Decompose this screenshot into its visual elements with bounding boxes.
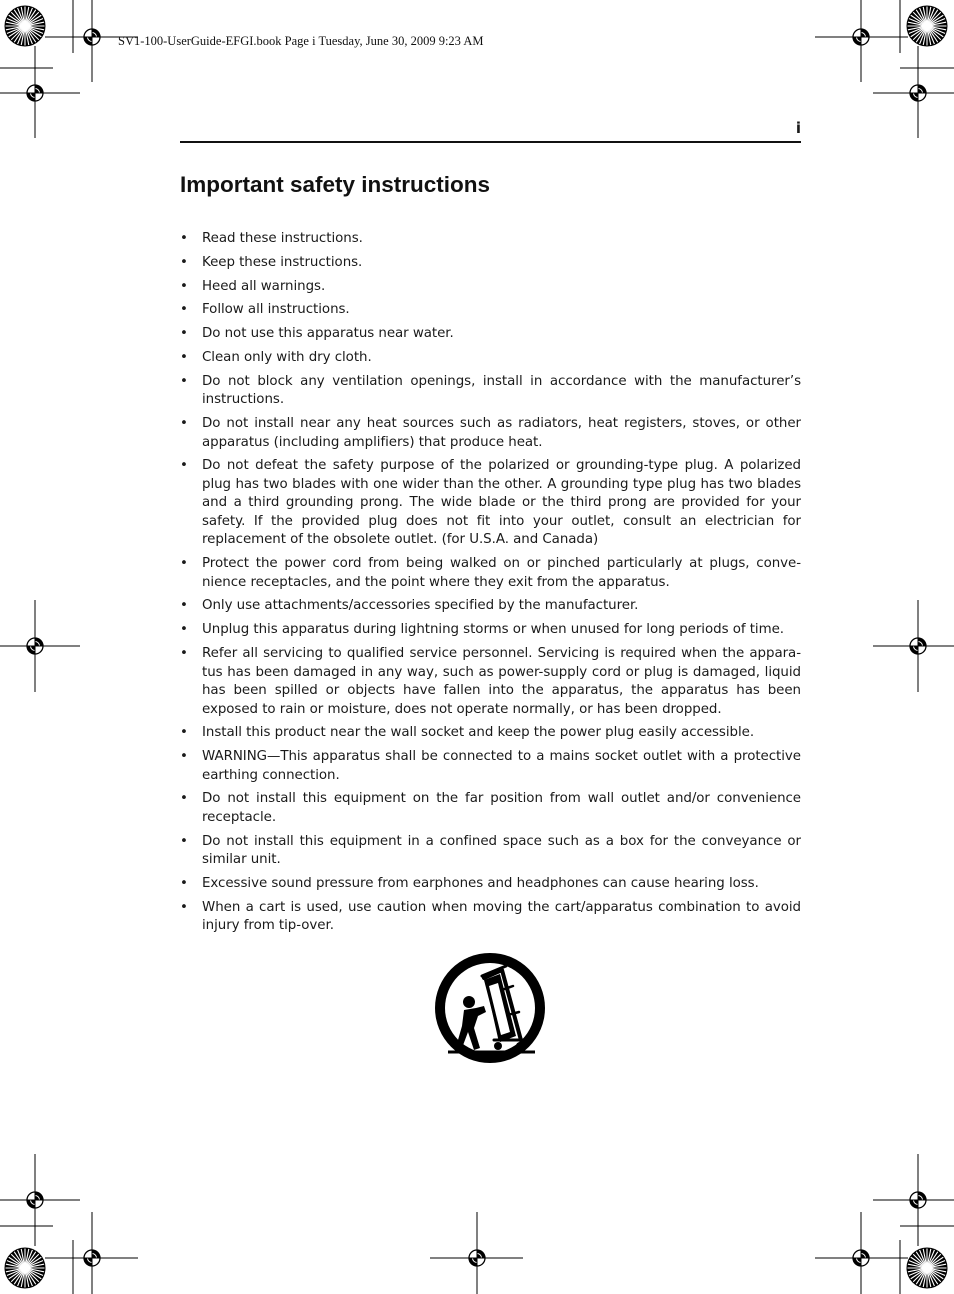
list-item-text: Do not block any ventilation openings, install in accordance with the manufacturer’s instructions.: [202, 373, 801, 408]
bullet: •: [180, 646, 188, 662]
bullet: •: [180, 326, 188, 342]
bullet: •: [180, 458, 188, 474]
list-item: [180, 724, 801, 743]
list-item: [180, 645, 801, 719]
list-item: [180, 621, 801, 640]
list-item-text: Excessive sound pressure from earphones and headphones can cause hearing loss.: [202, 876, 759, 892]
list-item-text: WARNING—This apparatus shall be connected to a mains socket outlet with a protective earthing connection.: [202, 749, 801, 783]
list-item-text: Follow all instructions.: [202, 302, 350, 318]
list-item-text: Keep these instructions.: [202, 254, 363, 270]
bullet: •: [180, 556, 188, 572]
list-item-text: Do not use this apparatus near water.: [202, 326, 454, 342]
bullet: •: [180, 749, 188, 765]
safety-instructions-list: [180, 230, 801, 941]
cart-tip-over-warning-icon: [434, 952, 546, 1064]
list-item: [180, 349, 801, 368]
bullet: •: [180, 876, 188, 892]
list-item-text: Refer all servicing to qualified service personnel. Servicing is required when the appara-tus has been damaged in any way, such as power-supply cord or plug is damaged, liquid has been spilled or objects have fallen into the apparatus, the apparatus has been exposed to rain or moisture, does not operate normally, or has been dropped.: [202, 646, 801, 717]
list-item: [180, 875, 801, 894]
bullet: •: [180, 725, 188, 741]
list-item: [180, 301, 801, 320]
list-item-text: Do not install this equipment on the far position from wall outlet and/or convenience receptacle.: [202, 791, 801, 825]
bullet: •: [180, 416, 188, 432]
bullet: •: [180, 373, 188, 389]
list-item-text: Do not install near any heat sources such as radiators, heat registers, stoves, or other apparatus (including amplifiers) that produce heat.: [202, 416, 801, 450]
list-item-text: Clean only with dry cloth.: [202, 349, 372, 365]
list-item: [180, 278, 801, 297]
list-item: [180, 555, 801, 592]
page-title: Important safety instructions: [180, 172, 491, 197]
bullet: •: [180, 791, 188, 807]
bullet: •: [180, 302, 188, 318]
list-item: [180, 254, 801, 273]
bullet: •: [180, 833, 188, 849]
list-item: [180, 230, 801, 249]
bullet: •: [180, 598, 188, 614]
list-item: [180, 899, 801, 936]
list-item: [180, 597, 801, 616]
list-item: [180, 748, 801, 785]
bullet: •: [180, 231, 188, 246]
list-item: [180, 373, 801, 410]
bullet: •: [180, 622, 188, 638]
list-item-text: When a cart is used, use caution when moving the cart/apparatus combination to avoid injury from tip-over.: [202, 899, 801, 934]
list-item-text: Only use attachments/accessories specified by the manufacturer.: [202, 598, 639, 614]
list-item-text: Do not install this equipment in a confined space such as a box for the conveyance or similar unit.: [202, 833, 801, 868]
header-rule: [180, 141, 801, 143]
bullet: •: [180, 899, 188, 915]
page-number: i: [795, 119, 801, 137]
book-file-header: SV1-100-UserGuide-EFGI.book Page i Tuesday, June 30, 2009 9:23 AM: [118, 34, 484, 48]
bullet: •: [180, 254, 188, 270]
bullet: •: [180, 278, 188, 294]
list-item: [180, 325, 801, 344]
bullet: •: [180, 349, 188, 365]
list-item-text: Protect the power cord from being walked on or pinched particularly at plugs, conve-nience receptacles, and the point where they exit from the apparatus.: [202, 556, 801, 590]
list-item: [180, 833, 801, 870]
list-item: [180, 790, 801, 827]
list-item: [180, 415, 801, 452]
list-item-text: Heed all warnings.: [202, 278, 326, 294]
list-item-text: Install this product near the wall socket and keep the power plug easily accessible.: [202, 725, 755, 741]
list-item: [180, 457, 801, 550]
list-item-text: Do not defeat the safety purpose of the polarized or grounding-type plug. A polarized plug has two blades with one wider than the other. A grounding type plug has two blades and a third grounding prong. The wide blade or the third prong are provided for your safety. If the provided plug does not fit into your outlet, consult an electrician for replacement of the obsolete outlet. (for U.S.A. and Canada): [202, 458, 801, 548]
list-item-text: Read these instructions.: [202, 231, 363, 246]
list-item-text: Unplug this apparatus during lightning storms or when unused for long periods of time.: [202, 622, 784, 638]
